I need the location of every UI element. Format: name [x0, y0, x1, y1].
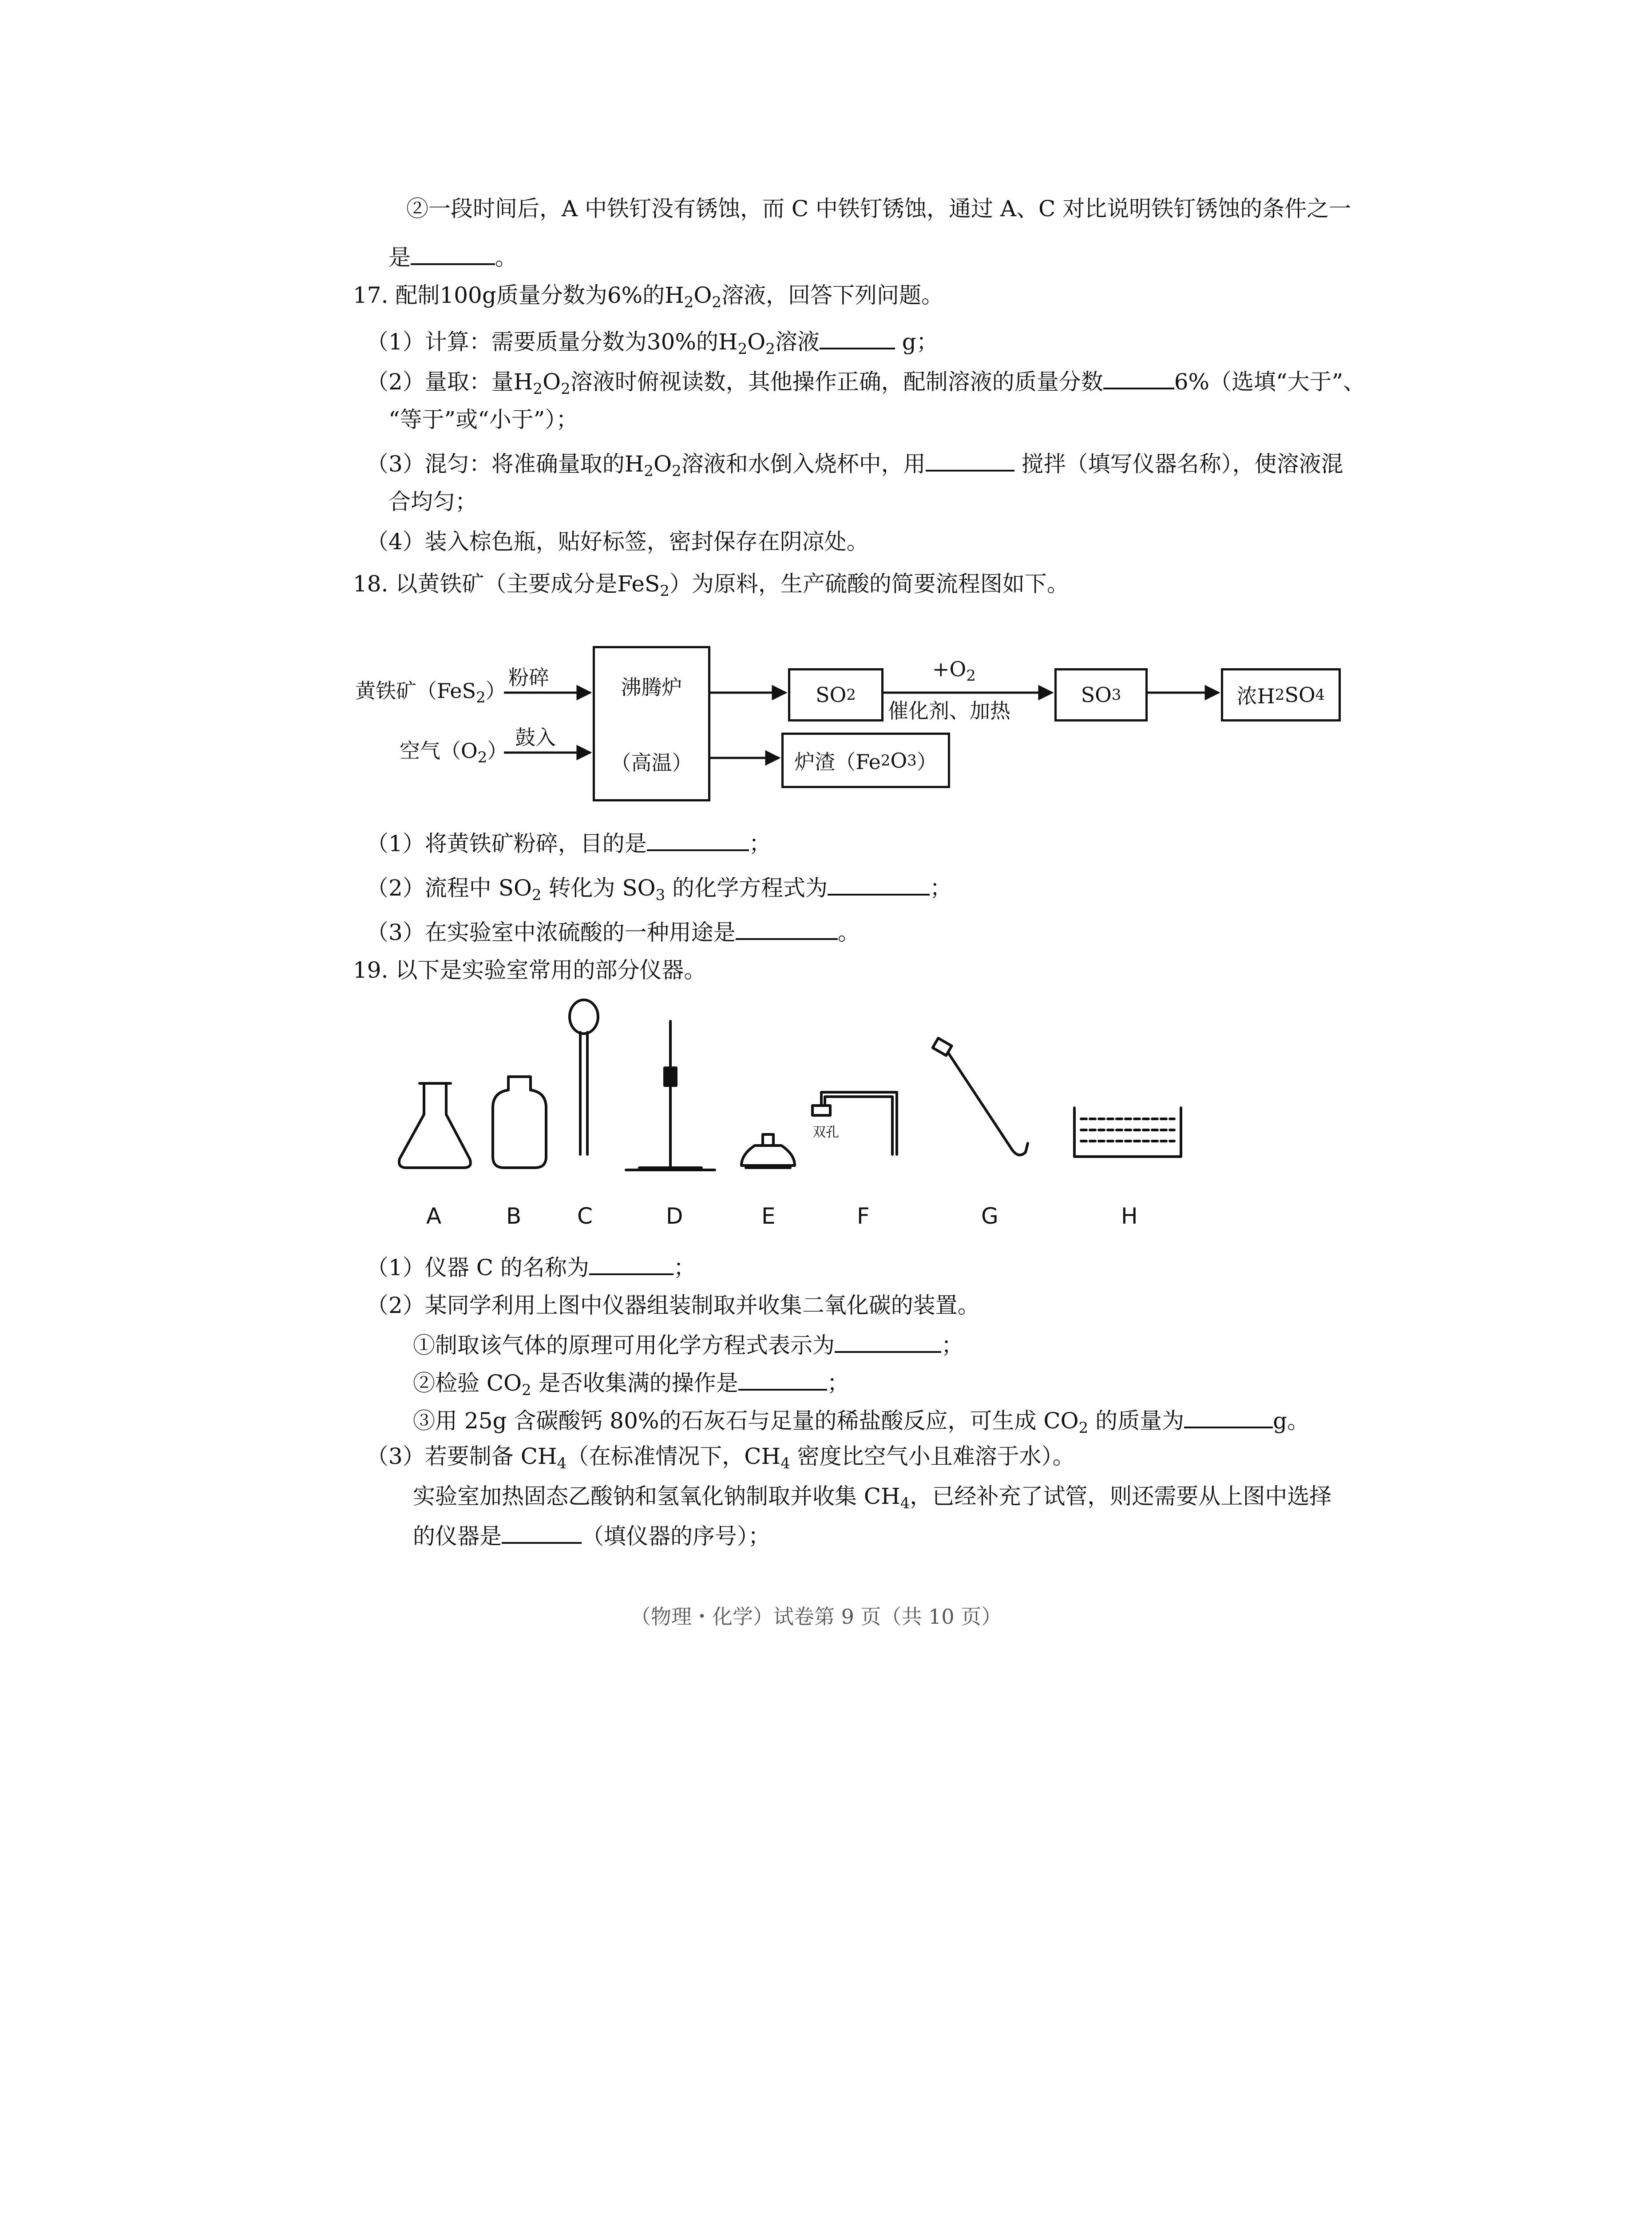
q19-part2: （2）某同学利用上图中仪器组装制取并收集二氧化碳的装置。: [366, 1292, 980, 1318]
flow-input-pyrite: 黄铁矿（FeS$_2$）: [355, 679, 506, 706]
flow-box-so2: SO 2: [788, 668, 883, 722]
answer-blank[interactable]: [1184, 1405, 1273, 1428]
bent-delivery-tube-icon: [933, 1038, 1028, 1155]
q18-part1: （1）将黄铁矿粉碎，目的是 ；: [366, 828, 771, 857]
q17-part4: （4）装入棕色瓶，贴好标签，密封保存在阴凉处。: [366, 529, 869, 555]
apparatus-label-A: A: [426, 1203, 442, 1229]
long-neck-funnel-icon: [570, 1000, 598, 1154]
apparatus-label-C: C: [577, 1203, 593, 1229]
q17-stem: 17. 配制100g质量分数为6%的$H_2O_2$溶液，回答下列问题。: [353, 282, 944, 311]
flow-condition-top: $+O_2$: [932, 657, 976, 685]
flow-box-acid: 浓H 2 SO 4: [1221, 668, 1341, 722]
flow-box-so3: SO 3: [1054, 668, 1148, 722]
q19-part2-1: ①制取该气体的原理可用化学方程式表示为 ；: [413, 1330, 963, 1359]
apparatus-label-E: E: [761, 1203, 776, 1229]
alcohol-lamp-icon: [741, 1134, 795, 1168]
q16-item2-line2: 是 。: [388, 242, 517, 271]
flow-op-blow: 鼓入: [515, 725, 556, 749]
conical-flask-icon: [399, 1083, 471, 1168]
q17-part3: （3）混匀：将准确量取的$H_2O_2$溶液和水倒入烧杯中，用 搅拌（填写仪器名称），使溶液混: [366, 448, 1343, 484]
apparatus-label-F: F: [857, 1203, 870, 1229]
page-footer: （物理・化学）试卷第 9 页（共 10 页）: [630, 1605, 1002, 1629]
flow-op-crush: 粉碎: [508, 666, 549, 690]
gas-bottle-icon: [493, 1077, 546, 1168]
q19-part3: （3）若要制备 $CH_4$（在标准情况下，$CH_4$ 密度比空气小且难溶于水）。: [366, 1443, 1075, 1472]
flow-box-furnace: 沸腾炉 （高温）: [593, 646, 710, 801]
answer-blank[interactable]: [502, 1521, 582, 1544]
q18-part3: （3）在实验室中浓硫酸的一种用途是 。: [366, 917, 860, 946]
flow-condition-bottom: 催化剂、加热: [888, 699, 1010, 723]
q19-stem: 19. 以下是实验室常用的部分仪器。: [353, 957, 706, 983]
water-trough-icon: [1074, 1108, 1181, 1157]
answer-blank[interactable]: [738, 1368, 827, 1391]
q19-part2-3: ③用 25g 含碳酸钙 80%的石灰石与足量的稀盐酸反应，可生成 $CO_2$ 的质量为 g。: [413, 1405, 1309, 1441]
q18-stem: 18. 以黄铁矿（主要成分是FeS$_2$）为原料，生产硫酸的简要流程图如下。: [353, 571, 1069, 600]
q19-part3-b: 实验室加热固态乙酸钠和氢氧化钠制取并收集 $CH_4$，已经补充了试管，则还需要从上图中选择: [413, 1483, 1332, 1512]
q16-item2-text: ②一段时间后，A 中铁钉没有锈蚀，而 C 中铁钉锈蚀，通过 A、C 对比说明铁钉锈蚀的条件之一: [406, 196, 1351, 222]
q18-part2: （2）流程中 $SO_2$ 转化为 $SO_3$ 的化学方程式为 ；: [366, 872, 952, 908]
q17-part2-cont: “等于”或“小于”）；: [388, 407, 578, 432]
apparatus-label-G: G: [981, 1203, 998, 1229]
q19-part1: （1）仪器 C 的名称为 ；: [366, 1252, 696, 1281]
flow-input-air: 空气$(O_2)$: [400, 739, 508, 766]
q17-part2: （2）量取：量$H_2O_2$溶液时俯视读数，其他操作正确，配制溶液的质量分数 6%（选填“大于”、: [366, 366, 1365, 402]
apparatus-label-D: D: [666, 1203, 683, 1229]
answer-blank[interactable]: [589, 1252, 673, 1275]
iron-stand-icon: [626, 1021, 715, 1170]
answer-blank[interactable]: [835, 1330, 941, 1353]
q17-part3-cont: 合均匀；: [388, 489, 477, 515]
apparatus-label-H: H: [1121, 1203, 1138, 1229]
q17-part1: （1）计算：需要质量分数为30%的$H_2O_2$溶液 g；: [366, 326, 939, 362]
apparatus-label-B: B: [506, 1203, 522, 1229]
q19-part2-2: ②检验 $CO_2$ 是否收集满的操作是 ；: [413, 1368, 849, 1403]
flow-box-slag: 炉渣（Fe 2 O 3 ）: [781, 733, 950, 788]
q19-part3-c: 的仪器是 （填仪器的序号）；: [413, 1521, 770, 1550]
f-label: 双孔: [812, 1125, 839, 1140]
